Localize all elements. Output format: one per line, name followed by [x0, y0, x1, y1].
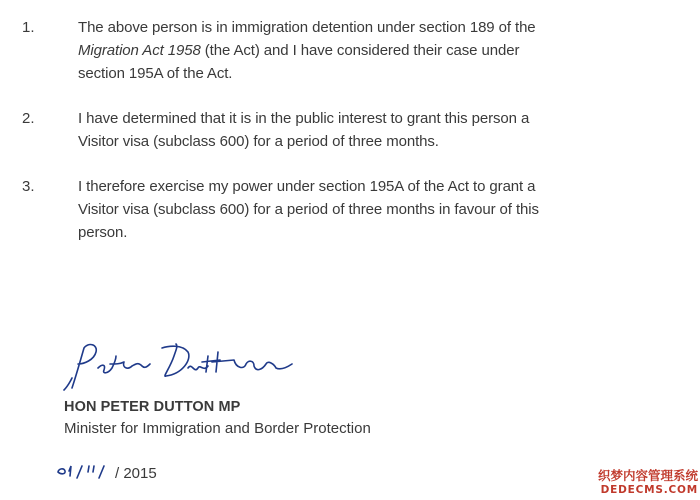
handwritten-date: [55, 462, 115, 486]
watermark: [580, 468, 698, 498]
text-line: I have determined that it is in the public interest to grant this person a: [78, 110, 530, 127]
signer-title: Minister for Immigration and Border Protection: [64, 420, 371, 437]
watermark-site: DEDECMS.COM: [600, 484, 698, 496]
paragraph-text: [78, 175, 618, 244]
act-title-italic: Migration Act 1958: [78, 42, 201, 59]
paragraph-text: [78, 107, 618, 153]
text-line: I therefore exercise my power under section 195A of the Act to grant a: [78, 178, 536, 195]
handwritten-signature: [58, 338, 298, 396]
paragraph-number: 1.: [22, 19, 35, 36]
text-line: The above person is in immigration detention under section 189 of the: [78, 19, 536, 36]
text-line: section 195A of the Act.: [78, 65, 233, 82]
paragraph-text: [78, 16, 618, 85]
paragraph-number: 2.: [22, 110, 35, 127]
signer-name: HON PETER DUTTON MP: [64, 399, 241, 415]
text-fragment: (the Act) and I have considered their case under: [200, 42, 520, 59]
signature-date: [55, 462, 185, 486]
text-line: Visitor visa (subclass 600) for a period of three months.: [78, 133, 439, 150]
paragraph-number: 3.: [22, 178, 35, 195]
watermark-chinese: 织梦内容管理系统: [597, 468, 698, 483]
date-year: / 2015: [115, 465, 157, 482]
text-line: [78, 39, 618, 62]
signature-drawing: [58, 338, 298, 396]
text-line: person.: [78, 224, 128, 241]
text-line: Visitor visa (subclass 600) for a period of three months in favour of this: [78, 201, 539, 218]
